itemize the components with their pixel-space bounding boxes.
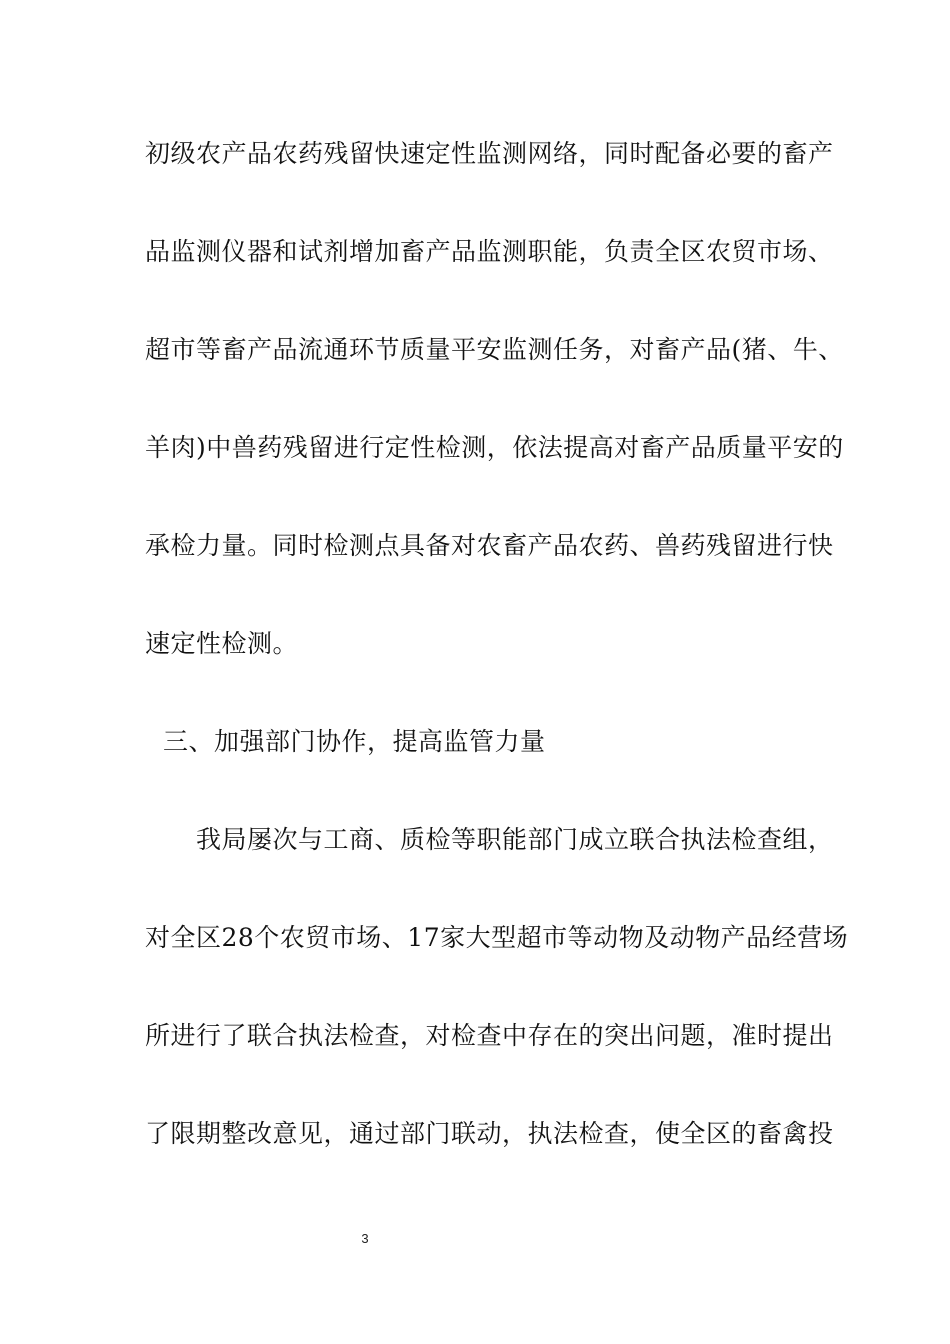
- body-text-line: 对全区28个农贸市场、17家大型超市等动物及动物产品经营场: [145, 923, 849, 952]
- body-text-line: 速定性检测。: [145, 629, 299, 658]
- body-text-line: 羊肉)中兽药残留进行定性检测，依法提高对畜产品质量平安的: [145, 433, 844, 462]
- page-number: 3: [361, 1231, 369, 1246]
- body-text-line: 品监测仪器和试剂增加畜产品监测职能，负责全区农贸市场、: [145, 237, 834, 266]
- body-text-line: 所进行了联合执法检查，对检查中存在的突出问题，准时提出: [145, 1021, 834, 1050]
- body-text-line: 我局屡次与工商、质检等职能部门成立联合执法检查组，: [196, 825, 834, 854]
- section-heading: 三、加强部门协作，提高监管力量: [163, 727, 546, 756]
- body-text-line: 初级农产品农药残留快速定性监测网络，同时配备必要的畜产: [145, 139, 834, 168]
- body-text-line: 了限期整改意见，通过部门联动，执法检查，使全区的畜禽投: [145, 1119, 834, 1148]
- body-text-line: 承检力量。同时检测点具备对农畜产品农药、兽药残留进行快: [145, 531, 834, 560]
- body-text-line: 超市等畜产品流通环节质量平安监测任务，对畜产品(猪、牛、: [145, 335, 844, 364]
